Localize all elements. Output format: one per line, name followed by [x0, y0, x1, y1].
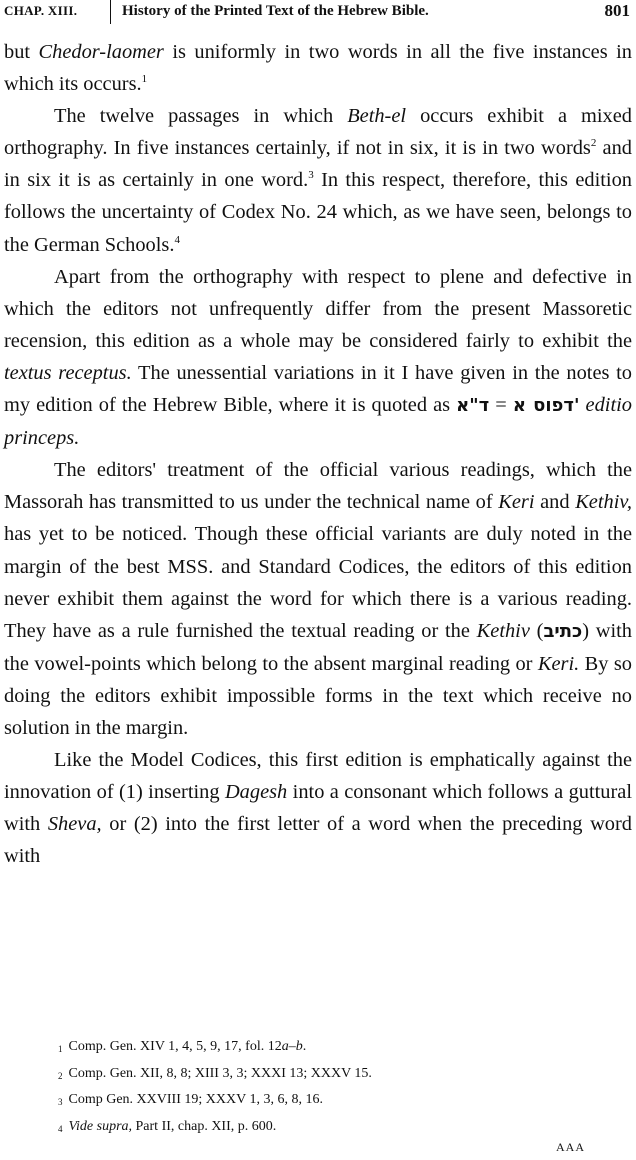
text-run: The unessential variations in it I have given in the notes to my edition of the Hebrew Bible, where it is quoted as: [4, 361, 633, 417]
text-run: Like the Model Codices, this first edition is emphatically against the innovation of (1) inserting: [4, 749, 632, 804]
footnote-ref: 2: [590, 137, 597, 150]
hebrew-text: כתיב: [543, 620, 583, 642]
text-run: and: [534, 491, 576, 514]
italic-text: Kethiv,: [575, 491, 632, 514]
footnote: [58, 1034, 598, 1061]
text-run: In this respect, therefore, this edition follows the uncertainty of Codex No. 24 which, as we have seen, belongs to the German Schools.: [4, 169, 632, 256]
text-run: Comp. Gen. XII, 8, 8; XIII 3, 3; XXXI 13; XXXV 15.: [68, 1065, 372, 1081]
footnote-ref: 3: [308, 169, 314, 182]
text-run: Comp. Gen. XIV 1, 4, 5, 9, 17, fol. 12: [68, 1039, 282, 1054]
italic-text: b: [295, 1039, 303, 1054]
hebrew-text: דפוס א': [512, 395, 580, 417]
text-run: ) with the vowel-points which belong to the absent marginal reading or: [4, 619, 632, 675]
text-run: but: [4, 41, 39, 63]
text-run: –: [288, 1039, 296, 1054]
hebrew-text: ד"א: [456, 395, 490, 417]
footnote-mark: 4: [58, 1123, 63, 1134]
italic-text: editio princeps.: [4, 394, 632, 450]
paragraph: [4, 36, 632, 100]
italic-text: Vide supra,: [68, 1118, 133, 1134]
footnote-mark: 1: [58, 1044, 63, 1054]
text-run: or (2) into the first letter of a word when the preceding word with: [4, 813, 632, 868]
paragraph: [4, 744, 632, 872]
italic-text: Sheva,: [47, 813, 102, 836]
italic-text: Chedor-laomer: [38, 41, 164, 63]
text-run: Comp Gen. XXVIII 19; XXXV 1, 3, 6, 8, 16.: [68, 1092, 323, 1107]
running-title: History of the Printed Text of the Hebrew Bible.: [122, 3, 429, 19]
footnote: [58, 1061, 598, 1088]
footnotes: [58, 1034, 598, 1140]
text-run: has yet to be noticed. Though these official variants are duly noted in the margin of the best MSS. and Standard Codices, the editors of this edition never exhibit them against the word for which there is a various reading. They have as a rule furnished the textual reading or the: [4, 523, 632, 642]
italic-text: Keri: [498, 491, 535, 514]
italic-text: Kethiv: [476, 619, 530, 642]
text-run: =: [489, 394, 513, 417]
text-run: The twelve passages in which: [54, 105, 348, 128]
running-header: [0, 0, 636, 24]
italic-text: Dagesh: [224, 781, 288, 804]
body-text: [4, 36, 632, 872]
text-run: By so doing the editors exhibit impossible forms in the text which receive no solution in the margin.: [4, 652, 632, 739]
text-run: and in six it is as certainly in one word.: [4, 137, 633, 192]
italic-text: Beth-el: [347, 105, 407, 128]
text-run: Apart from the orthography with respect to plene and defective in which the editors not unfrequently differ from the present Massoretic recension, this edition as a whole may be considered fairly to exhibit the: [4, 265, 632, 352]
text-run: into a consonant which follows a guttural with: [4, 781, 633, 836]
text-run: (: [529, 619, 544, 642]
italic-text: Keri.: [537, 652, 580, 675]
italic-text: textus receptus.: [4, 361, 132, 384]
text-run: occurs exhibit a mixed orthography. In five instances certainly, if not in six, it is in two words: [4, 105, 632, 160]
italic-text: a: [281, 1039, 289, 1054]
paragraph: [4, 454, 632, 744]
footnote: [58, 1114, 598, 1141]
footnote: [58, 1087, 598, 1114]
header-bracket: [110, 0, 111, 24]
footnote-ref: 1: [141, 73, 148, 86]
signature-mark: AAA: [556, 1140, 585, 1154]
paragraph: [4, 261, 632, 455]
chapter-label: CHAP. XIII.: [4, 3, 78, 18]
text-run: The editors' treatment of the official various readings, which the Massorah has transmitted to us under the technical name of: [4, 459, 632, 514]
text-run: .: [302, 1039, 307, 1054]
text-run: Part II, chap. XII, p. 600.: [132, 1118, 277, 1134]
text-run: is uniformly in two words in all the five instances in which its occurs.: [4, 41, 632, 96]
page-number: 801: [604, 1, 630, 20]
footnote-ref: 4: [174, 233, 180, 246]
footnote-mark: 3: [58, 1097, 63, 1107]
paragraph: [4, 100, 632, 260]
footnote-mark: 2: [58, 1070, 63, 1081]
